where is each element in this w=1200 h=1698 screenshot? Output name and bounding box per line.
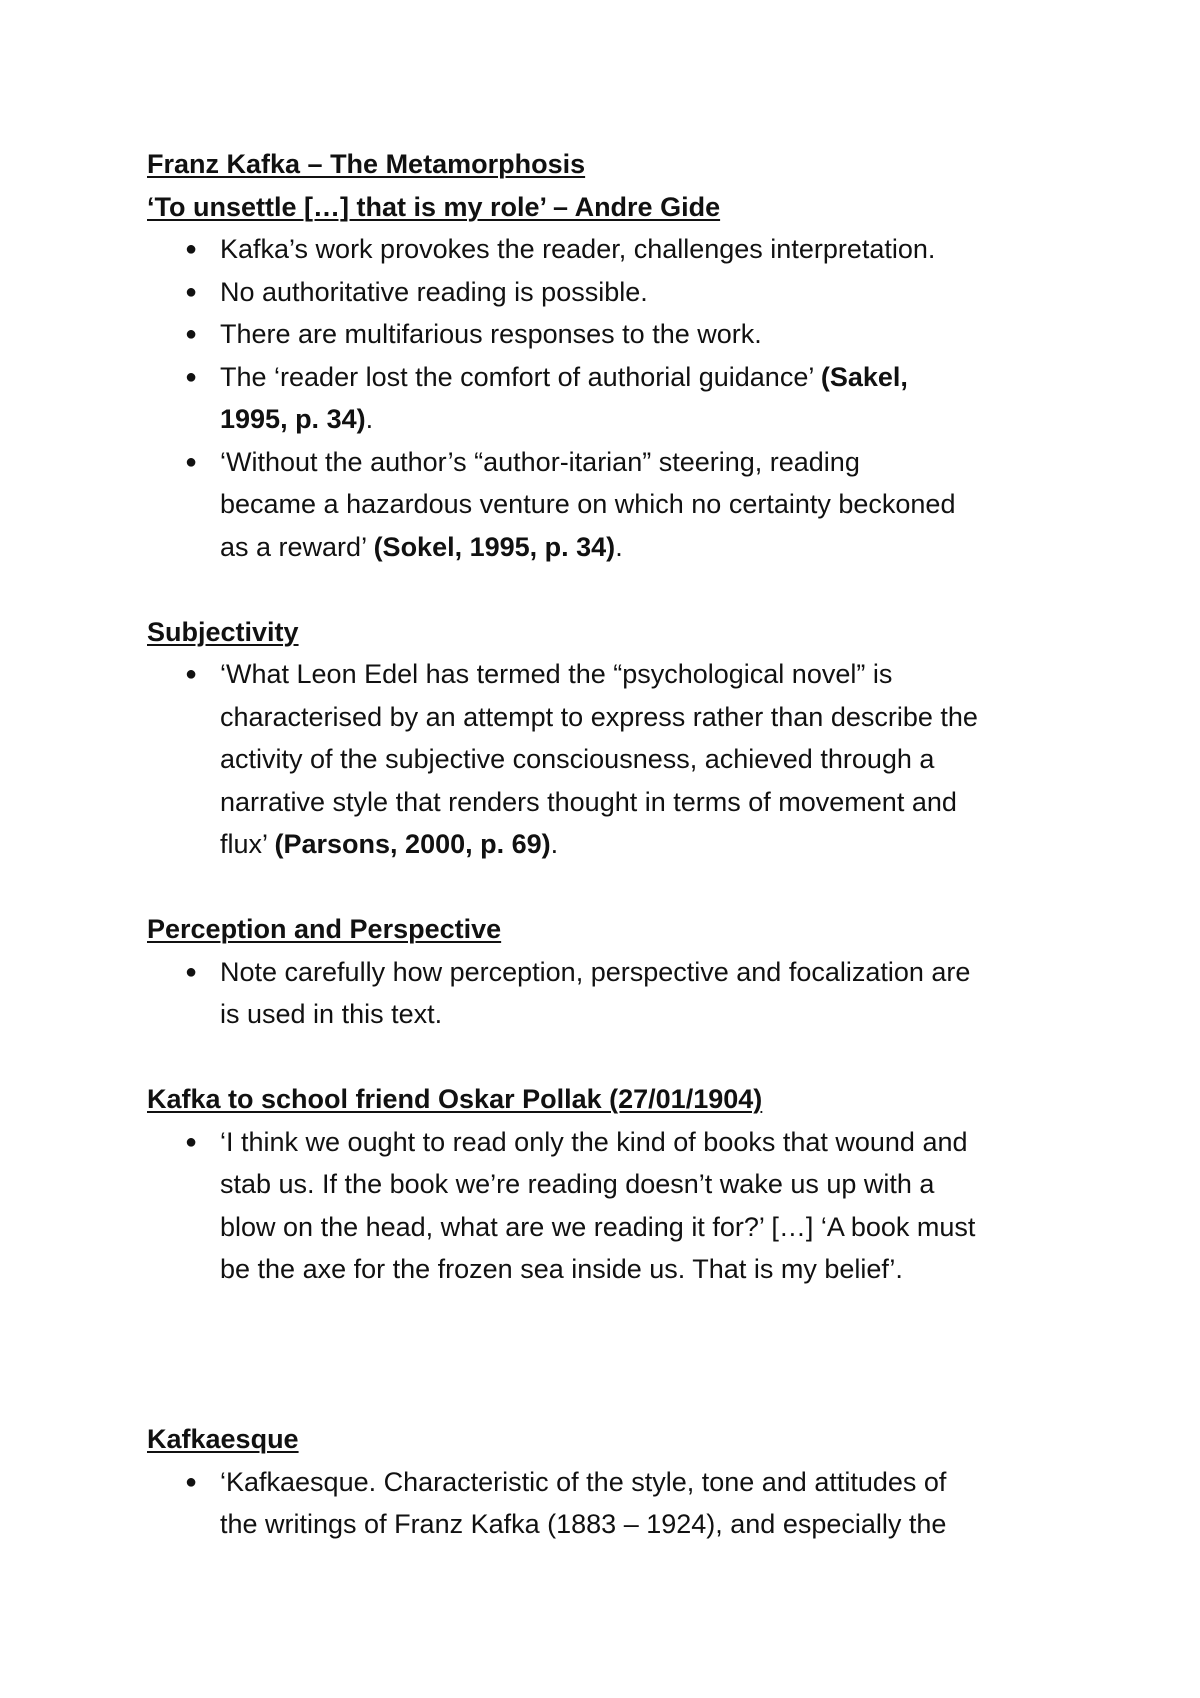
bullet-line <box>147 1121 1087 1164</box>
line-text: stab us. If the book we’re reading doesn’t wake us up with a <box>220 1169 935 1199</box>
line-text: ‘I think we ought to read only the kind of books that wound and <box>220 1126 968 1157</box>
bullet-line <box>147 1248 1087 1291</box>
bullet-dot-icon: ● <box>185 663 198 685</box>
bullet-list <box>147 1121 1087 1291</box>
bullet-line <box>147 1163 1087 1206</box>
line-text: The ‘reader lost the comfort of authorial guidance’ <box>220 361 821 392</box>
line-text: Note carefully how perception, perspective and focalization are <box>220 956 971 987</box>
section-heading: Subjectivity <box>147 616 299 647</box>
section-spacer <box>147 568 1087 611</box>
bullet-line <box>147 1461 1087 1504</box>
bullet-line <box>147 1503 1087 1546</box>
bullet-line <box>147 356 1087 399</box>
line-text: be the axe for the frozen sea inside us. That is my belief’. <box>220 1254 903 1284</box>
citation: 1995, p. 34) <box>220 404 366 434</box>
bullet-line <box>147 441 1087 484</box>
bullet-line <box>147 526 1087 569</box>
section-heading: Kafkaesque <box>147 1424 299 1454</box>
citation: (Sakel, <box>820 361 908 392</box>
line-text: flux’ <box>220 829 275 859</box>
line-text: ‘What Leon Edel has termed the “psychological novel” is <box>220 659 893 689</box>
line-text: Kafka’s work provokes the reader, challenges interpretation. <box>220 234 936 264</box>
bullet-line <box>147 823 1087 866</box>
section-spacer <box>147 1291 1087 1419</box>
section-spacer <box>147 1036 1087 1079</box>
line-text: the writings of Franz Kafka (1883 – 1924), and especially the <box>220 1509 947 1539</box>
bullet-line <box>147 271 1087 314</box>
citation: (Parsons, 2000, p. 69) <box>274 829 551 859</box>
line-text: There are multifarious responses to the work. <box>220 319 762 349</box>
section-spacer <box>147 866 1087 909</box>
bullet-dot-icon: ● <box>185 960 198 983</box>
bullet-dot-icon: ● <box>185 323 198 345</box>
bullet-list <box>147 1461 1087 1546</box>
bullet-line <box>147 696 1087 739</box>
document-title: Franz Kafka – The Metamorphosis <box>147 149 586 179</box>
citation: (Sokel, 1995, p. 34) <box>373 531 616 562</box>
document-body <box>147 143 1087 1546</box>
bullet-line <box>147 781 1087 824</box>
line-text: is used in this text. <box>220 999 443 1029</box>
bullet-dot-icon: ● <box>185 1470 198 1493</box>
line-text: as a reward’ <box>220 531 374 562</box>
bullet-list <box>147 951 1087 1036</box>
line-text: No authoritative reading is possible. <box>220 276 648 307</box>
bullet-line <box>147 738 1087 781</box>
line-text: narrative style that renders thought in terms of movement and <box>220 786 957 817</box>
bullet-list <box>147 228 1087 568</box>
line-tail: . <box>365 404 374 434</box>
bullet-line <box>147 483 1087 526</box>
line-text: ‘Kafkaesque. Characteristic of the style, tone and attitudes of <box>220 1466 947 1497</box>
bullet-line <box>147 993 1087 1036</box>
bullet-dot-icon: ● <box>185 280 198 303</box>
bullet-line <box>147 653 1087 696</box>
line-text: characterised by an attempt to express rather than describe the <box>220 701 978 732</box>
line-text: ‘Without the author’s “author-itarian” steering, reading <box>220 446 860 477</box>
section-heading: Kafka to school friend Oskar Pollak (27/01/1904) <box>147 1084 763 1114</box>
bullet-line <box>147 313 1087 356</box>
bullet-line <box>147 398 1087 441</box>
bullet-dot-icon: ● <box>185 1130 198 1153</box>
bullet-line <box>147 228 1087 271</box>
bullet-dot-icon: ● <box>185 238 198 260</box>
bullet-dot-icon: ● <box>185 365 198 388</box>
bullet-list <box>147 653 1087 866</box>
line-tail: . <box>615 531 623 562</box>
bullet-dot-icon: ● <box>185 450 198 473</box>
line-tail: . <box>550 829 559 859</box>
section-heading: ‘To unsettle […] that is my role’ – Andre Gide <box>147 191 721 222</box>
bullet-line <box>147 1206 1087 1249</box>
line-text: became a hazardous venture on which no certainty beckoned <box>220 489 956 519</box>
line-text: blow on the head, what are we reading it for?’ […] ‘A book must <box>220 1211 976 1242</box>
line-text: activity of the subjective consciousness, achieved through a <box>220 744 935 774</box>
bullet-line <box>147 951 1087 994</box>
section-heading: Perception and Perspective <box>147 914 502 944</box>
